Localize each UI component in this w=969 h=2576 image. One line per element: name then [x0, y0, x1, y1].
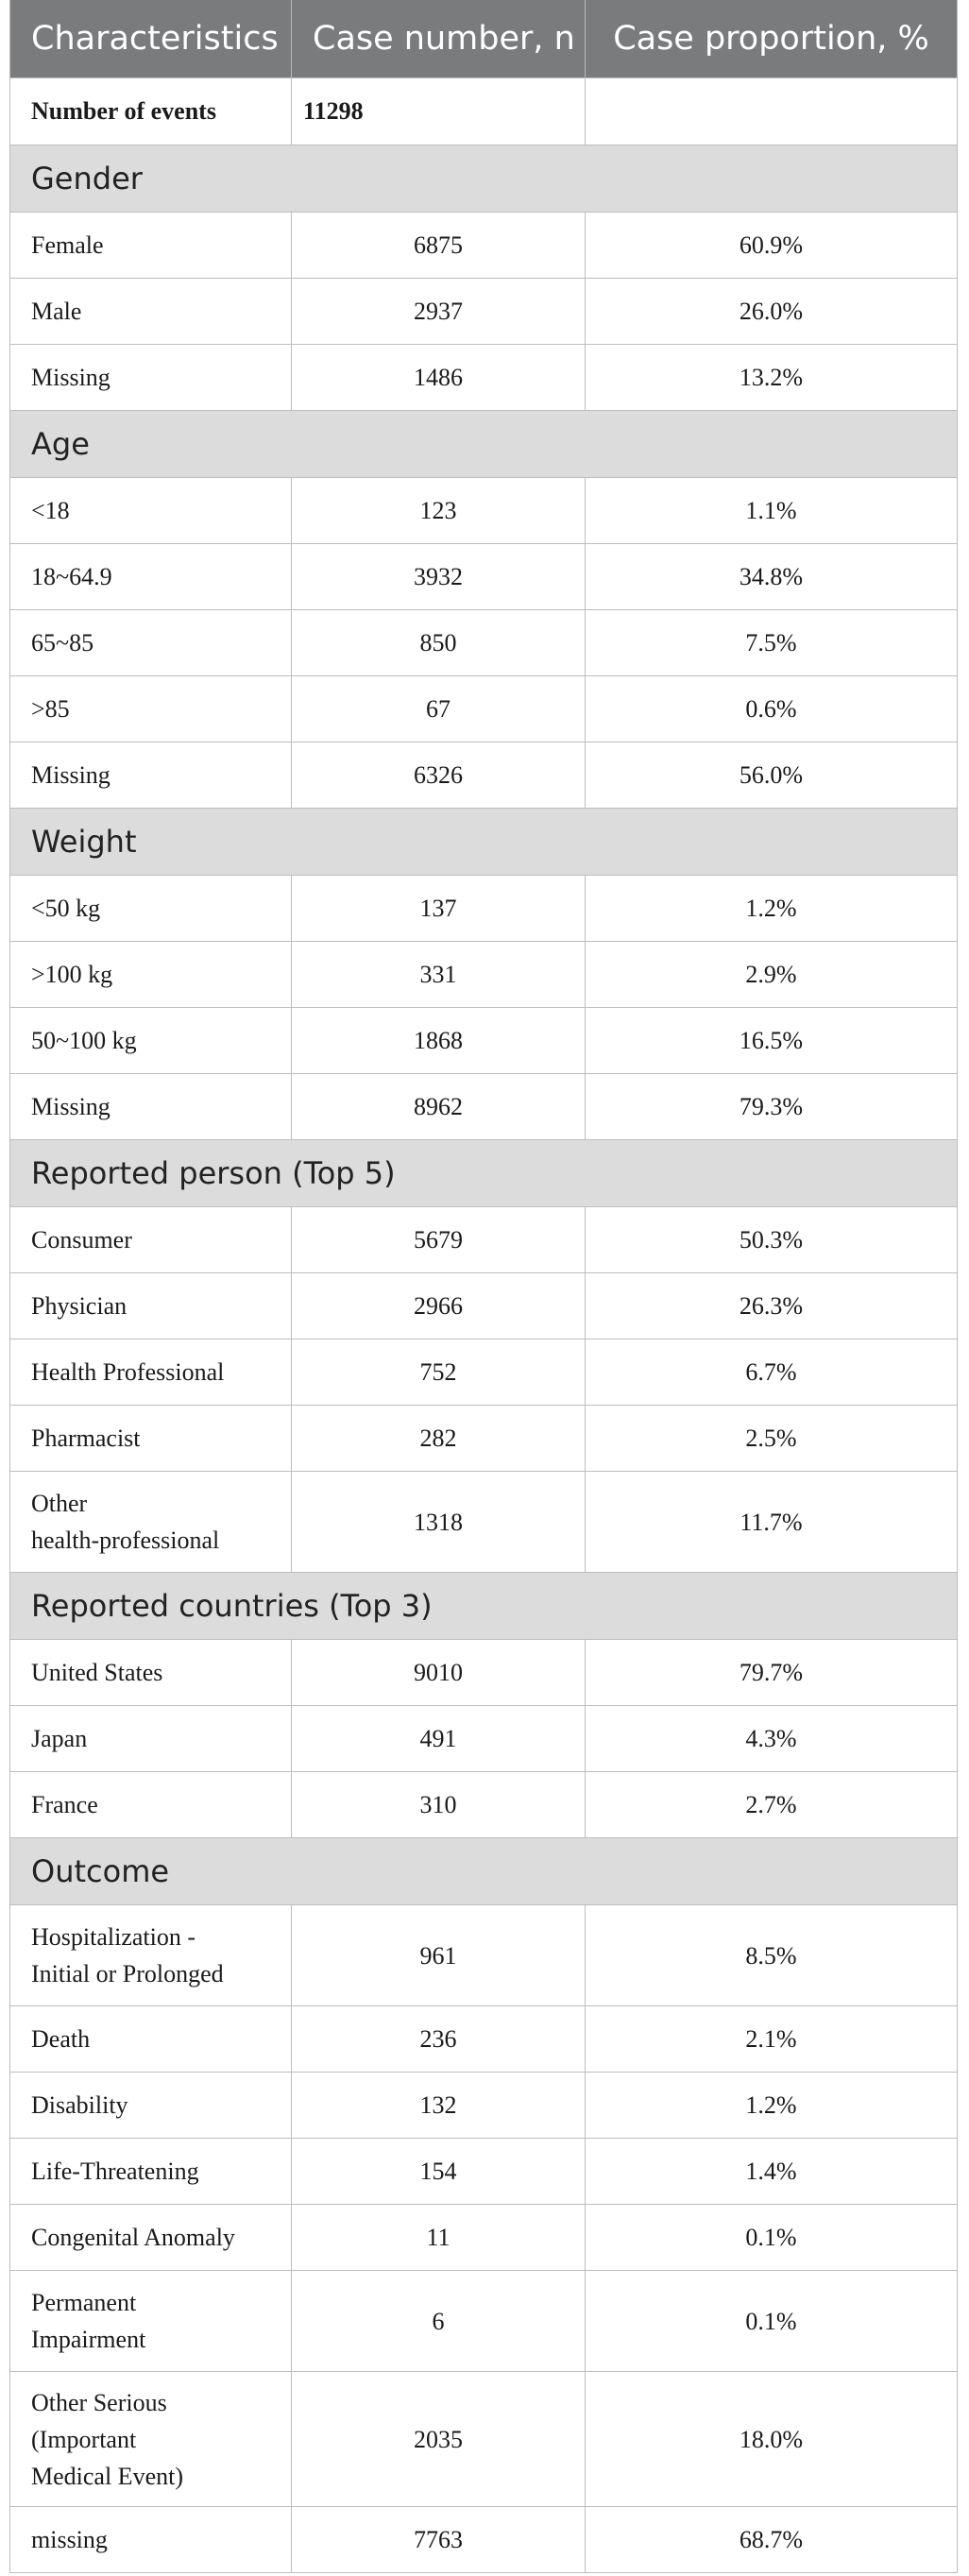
table-row: [10, 2073, 958, 2139]
row-label: [10, 1472, 292, 1573]
row-label: [10, 1273, 292, 1339]
header-row: [10, 0, 958, 78]
case-number-cell: 137: [292, 876, 586, 942]
row-label: [10, 544, 292, 610]
table-row: [10, 1008, 958, 1074]
row-label-line: Permanent: [31, 2289, 137, 2316]
case-proportion-cell: 11.7%: [586, 1472, 958, 1573]
section-title: Weight: [10, 809, 958, 876]
row-label: [10, 2271, 292, 2372]
case-proportion-cell: 50.3%: [586, 1207, 958, 1273]
case-number-cell: 6875: [292, 213, 586, 279]
case-number-cell: 67: [292, 676, 586, 742]
case-proportion-cell: 56.0%: [586, 742, 958, 809]
case-proportion-cell: 18.0%: [586, 2372, 958, 2507]
row-label-line: Physician: [31, 1291, 128, 1320]
table-row: [10, 2507, 958, 2573]
table-row: [10, 1273, 958, 1339]
table-row: [10, 2139, 958, 2205]
table-row: [10, 942, 958, 1008]
row-label-line: >100 kg: [31, 960, 113, 988]
row-label-line: Other: [31, 1490, 88, 1517]
row-label-line: Death: [31, 2024, 91, 2053]
row-label-line: Male: [31, 297, 82, 325]
case-proportion-cell: 16.5%: [586, 1008, 958, 1074]
table-row: [10, 2006, 958, 2073]
case-proportion-cell: 0.1%: [586, 2271, 958, 2372]
section-title: Gender: [10, 145, 958, 213]
header-characteristics: Characteristics: [10, 0, 292, 78]
row-label-line: Hospitalization -: [31, 1923, 196, 1951]
case-number-cell: 154: [292, 2139, 586, 2205]
row-label: [10, 676, 292, 742]
case-number-cell: 9010: [292, 1640, 586, 1706]
row-label-line: <18: [31, 496, 70, 524]
section-title: Reported countries (Top 3): [10, 1573, 958, 1640]
table-row: [10, 2205, 958, 2271]
case-proportion-cell: 4.3%: [586, 1706, 958, 1772]
row-label: [10, 2139, 292, 2205]
table-row: [10, 478, 958, 544]
case-proportion-cell: 1.2%: [586, 876, 958, 942]
row-label: [10, 1406, 292, 1472]
table-row: [10, 345, 958, 411]
case-number-cell: 2035: [292, 2372, 586, 2507]
table-row: [10, 279, 958, 345]
case-proportion-cell: 2.7%: [586, 1772, 958, 1838]
section-title: Age: [10, 411, 958, 478]
row-label: [10, 279, 292, 345]
table-row: [10, 1706, 958, 1772]
case-proportion-cell: 2.1%: [586, 2006, 958, 2073]
case-proportion-cell: 8.5%: [586, 1905, 958, 2006]
table-row: [10, 742, 958, 809]
case-number-cell: 3932: [292, 544, 586, 610]
case-number-cell: 1486: [292, 345, 586, 411]
table-row: [10, 876, 958, 942]
case-number-cell: 1868: [292, 1008, 586, 1074]
row-label: [10, 876, 292, 942]
case-proportion-cell: 26.0%: [586, 279, 958, 345]
row-label: [10, 1074, 292, 1140]
row-label-line: Pharmacist: [31, 1424, 141, 1452]
row-label-line: <50 kg: [31, 894, 101, 922]
case-number-cell: 752: [292, 1339, 586, 1406]
table-row: [10, 1207, 958, 1273]
case-proportion-cell: 2.9%: [586, 942, 958, 1008]
case-proportion-cell: 79.7%: [586, 1640, 958, 1706]
row-label-line: health-professional: [31, 1527, 220, 1554]
row-label: [10, 2073, 292, 2139]
section-row: [10, 1838, 958, 1905]
case-number-cell: 5679: [292, 1207, 586, 1273]
table-row: [10, 1772, 958, 1838]
case-number-cell: 310: [292, 1772, 586, 1838]
case-proportion-cell: 2.5%: [586, 1406, 958, 1472]
row-label: [10, 213, 292, 279]
events-empty: [586, 78, 958, 145]
case-proportion-cell: 1.2%: [586, 2073, 958, 2139]
case-number-cell: 961: [292, 1905, 586, 2006]
table-row: [10, 213, 958, 279]
row-label-line: France: [31, 1790, 98, 1818]
row-label: [10, 2372, 292, 2507]
row-label-line: Other Serious: [31, 2388, 167, 2416]
case-number-cell: 1318: [292, 1472, 586, 1573]
row-label-line: Disability: [31, 2090, 128, 2119]
table-row: [10, 1640, 958, 1706]
row-label: [10, 1905, 292, 2006]
table-row: [10, 1339, 958, 1406]
table-row: [10, 610, 958, 676]
case-proportion-cell: 0.1%: [586, 2205, 958, 2271]
table-row: [10, 1406, 958, 1472]
row-label: [10, 1706, 292, 1772]
row-label: [10, 1207, 292, 1273]
row-label-line: Consumer: [31, 1225, 132, 1254]
case-number-cell: 282: [292, 1406, 586, 1472]
case-number-cell: 123: [292, 478, 586, 544]
case-number-cell: 132: [292, 2073, 586, 2139]
case-proportion-cell: 34.8%: [586, 544, 958, 610]
case-proportion-cell: 13.2%: [586, 345, 958, 411]
row-label-line: missing: [31, 2525, 108, 2553]
row-label: [10, 610, 292, 676]
case-number-cell: 491: [292, 1706, 586, 1772]
case-proportion-cell: 1.4%: [586, 2139, 958, 2205]
row-label: [10, 742, 292, 809]
row-label-line: Missing: [31, 760, 110, 789]
row-label-line: Missing: [31, 363, 110, 391]
row-label-line: 50~100 kg: [31, 1026, 137, 1054]
row-label: [10, 478, 292, 544]
case-proportion-cell: 6.7%: [586, 1339, 958, 1406]
row-label-line: >85: [31, 694, 70, 723]
events-value: 11298: [292, 78, 586, 145]
row-label-line: (Important: [31, 2425, 137, 2453]
table-body: [10, 78, 958, 2573]
table-row: [10, 1905, 958, 2006]
case-number-cell: 2966: [292, 1273, 586, 1339]
case-proportion-cell: 1.1%: [586, 478, 958, 544]
table-row: [10, 1074, 958, 1140]
header-case-proportion: Case proportion, %: [586, 0, 958, 78]
section-row: [10, 145, 958, 213]
case-proportion-cell: 0.6%: [586, 676, 958, 742]
section-row: [10, 1140, 958, 1207]
case-number-cell: 236: [292, 2006, 586, 2073]
case-number-cell: 8962: [292, 1074, 586, 1140]
row-label-line: Missing: [31, 1092, 110, 1120]
row-label-line: 18~64.9: [31, 562, 112, 590]
case-proportion-cell: 60.9%: [586, 213, 958, 279]
case-number-cell: 6326: [292, 742, 586, 809]
section-row: [10, 1573, 958, 1640]
table-row: [10, 2372, 958, 2507]
case-number-cell: 2937: [292, 279, 586, 345]
case-number-cell: 6: [292, 2271, 586, 2372]
case-number-cell: 331: [292, 942, 586, 1008]
row-label: [10, 2006, 292, 2073]
row-label-line: Female: [31, 230, 104, 259]
section-title: Reported person (Top 5): [10, 1140, 958, 1207]
events-label: Number of events: [10, 78, 292, 145]
row-label-line: Japan: [31, 1724, 88, 1752]
case-number-cell: 850: [292, 610, 586, 676]
table-row: [10, 2271, 958, 2372]
table-row: [10, 544, 958, 610]
row-label-line: Medical Event): [31, 2462, 183, 2490]
row-label: [10, 942, 292, 1008]
section-row: [10, 411, 958, 478]
case-proportion-cell: 68.7%: [586, 2507, 958, 2573]
case-proportion-cell: 79.3%: [586, 1074, 958, 1140]
row-label-line: Impairment: [31, 2326, 146, 2353]
table-row: [10, 676, 958, 742]
events-row: [10, 78, 958, 145]
case-proportion-cell: 26.3%: [586, 1273, 958, 1339]
row-label: [10, 1640, 292, 1706]
row-label-line: Life-Threatening: [31, 2157, 199, 2185]
row-label-line: Initial or Prolonged: [31, 1960, 224, 1987]
row-label: [10, 345, 292, 411]
row-label-line: United States: [31, 1658, 163, 1686]
case-number-cell: 7763: [292, 2507, 586, 2573]
row-label: [10, 2205, 292, 2271]
header-case-number: Case number, n: [292, 0, 586, 78]
row-label: [10, 1008, 292, 1074]
case-number-cell: 11: [292, 2205, 586, 2271]
row-label: [10, 1339, 292, 1406]
table-row: [10, 1472, 958, 1573]
row-label-line: 65~85: [31, 628, 94, 657]
section-title: Outcome: [10, 1838, 958, 1905]
row-label-line: Health Professional: [31, 1357, 225, 1386]
row-label: [10, 2507, 292, 2573]
characteristics-table: [9, 0, 958, 2573]
case-proportion-cell: 7.5%: [586, 610, 958, 676]
section-row: [10, 809, 958, 876]
row-label: [10, 1772, 292, 1838]
row-label-line: Congenital Anomaly: [31, 2223, 235, 2251]
